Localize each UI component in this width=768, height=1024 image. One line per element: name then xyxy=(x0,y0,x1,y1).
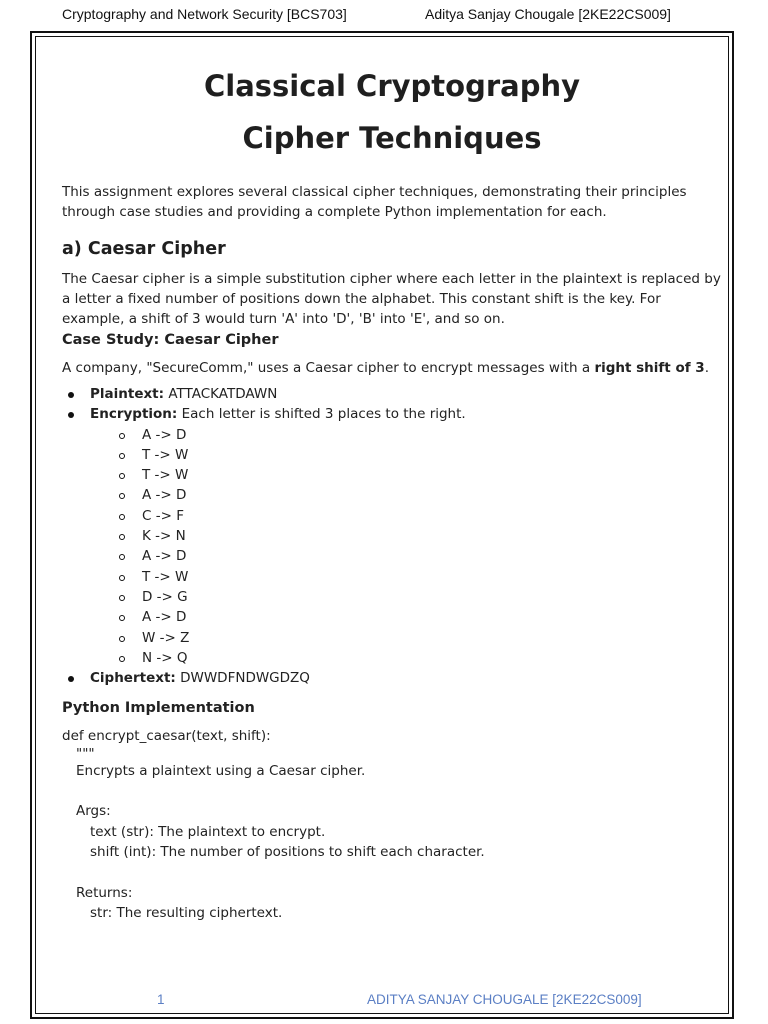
footer-author: ADITYA SANJAY CHOUGALE [2KE22CS009] xyxy=(367,992,642,1007)
mapping-text: D -> G xyxy=(142,588,188,605)
sub-bullet-icon xyxy=(119,636,125,642)
code-line: def encrypt_caesar(text, shift): xyxy=(62,728,271,745)
sub-bullet-icon xyxy=(119,534,125,540)
plaintext-label: Plaintext: xyxy=(90,386,165,402)
sub-bullet-icon xyxy=(119,554,125,560)
caesar-description: The Caesar cipher is a simple substitution cipher where each letter in the plaintext is replaced by a letter a fixed number of positions down the alphabet. This constant shift is the key. For example, a shift of 3 would turn 'A' into 'D', 'B' into 'E', and so on. xyxy=(62,271,721,327)
sub-bullet-icon xyxy=(119,453,125,459)
code-line: """ xyxy=(76,745,95,762)
mapping-item xyxy=(90,587,722,607)
code-line: Encrypts a plaintext using a Caesar cipher. xyxy=(76,762,366,779)
sub-bullet-icon xyxy=(119,615,125,621)
mapping-item xyxy=(90,567,722,587)
mapping-text: A -> D xyxy=(142,548,187,565)
bullet-icon xyxy=(68,392,74,398)
ciphertext-label: Ciphertext: xyxy=(90,670,176,687)
sub-bullet-icon xyxy=(119,514,125,520)
case-study-text-lead: A company, "SecureComm," uses a Caesar cipher to encrypt messages with a xyxy=(62,360,595,376)
mapping-text: T -> W xyxy=(142,446,189,463)
mapping-item xyxy=(90,546,722,566)
code-line: Args: xyxy=(76,803,111,820)
mapping-item xyxy=(90,445,722,465)
encryption-label: Encryption: xyxy=(90,406,178,423)
header-course-title: Cryptography and Network Security [BCS703] xyxy=(62,6,347,22)
code-blank-line xyxy=(62,781,722,801)
mapping-text: N -> Q xyxy=(142,649,188,666)
section-heading-caesar: a) Caesar Cipher xyxy=(62,239,226,259)
case-study-text-emphasis: right shift of 3 xyxy=(594,360,705,376)
case-study-text-end: . xyxy=(704,360,709,376)
mapping-text: T -> W xyxy=(142,467,189,484)
bullet-icon xyxy=(68,412,74,418)
intro-paragraph: This assignment explores several classical cipher techniques, demonstrating their principles through case studies and providing a complete Python implementation for each. xyxy=(62,184,687,220)
document-subtitle: Cipher Techniques xyxy=(242,121,542,155)
sub-bullet-icon xyxy=(119,433,125,439)
mapping-item xyxy=(90,485,722,505)
bullet-icon xyxy=(68,676,74,682)
mapping-item xyxy=(90,465,722,485)
mapping-text: C -> F xyxy=(142,507,184,524)
list-item-encryption xyxy=(62,404,722,668)
list-item-ciphertext xyxy=(62,668,722,688)
mapping-text: A -> D xyxy=(142,609,187,626)
mapping-item xyxy=(90,607,722,627)
sub-bullet-icon xyxy=(119,656,125,662)
mapping-item xyxy=(90,648,722,668)
sub-bullet-icon xyxy=(119,473,125,479)
code-block xyxy=(62,726,722,923)
list-item-plaintext xyxy=(62,384,722,404)
code-line: str: The resulting ciphertext. xyxy=(90,904,283,921)
mapping-text: W -> Z xyxy=(142,629,190,646)
plaintext-value: ATTACKATDAWN xyxy=(164,386,278,402)
ciphertext-value: DWWDFNDWGDZQ xyxy=(175,670,310,687)
mapping-text: T -> W xyxy=(142,568,189,585)
case-study-text xyxy=(62,358,722,378)
mapping-item xyxy=(90,425,722,445)
mapping-text: A -> D xyxy=(142,426,187,443)
mapping-item xyxy=(90,526,722,546)
mapping-list xyxy=(90,425,722,669)
code-line: shift (int): The number of positions to shift each character. xyxy=(90,843,485,860)
case-study-heading: Case Study: Caesar Cipher xyxy=(62,332,279,348)
code-blank-line xyxy=(62,862,722,882)
sub-bullet-icon xyxy=(119,575,125,581)
document-body xyxy=(62,60,722,923)
mapping-item xyxy=(90,628,722,648)
header-author: Aditya Sanjay Chougale [2KE22CS009] xyxy=(425,6,671,22)
encryption-value: Each letter is shifted 3 places to the right. xyxy=(177,406,466,423)
mapping-text: K -> N xyxy=(142,528,186,545)
mapping-item xyxy=(90,506,722,526)
case-study-list xyxy=(62,384,722,688)
sub-bullet-icon xyxy=(119,493,125,499)
python-heading: Python Implementation xyxy=(62,700,255,717)
mapping-text: A -> D xyxy=(142,487,187,504)
code-line: text (str): The plaintext to encrypt. xyxy=(90,823,326,840)
sub-bullet-icon xyxy=(119,595,125,601)
footer-page-number: 1 xyxy=(157,992,165,1007)
document-title: Classical Cryptography xyxy=(203,69,581,103)
code-line: Returns: xyxy=(76,884,133,901)
